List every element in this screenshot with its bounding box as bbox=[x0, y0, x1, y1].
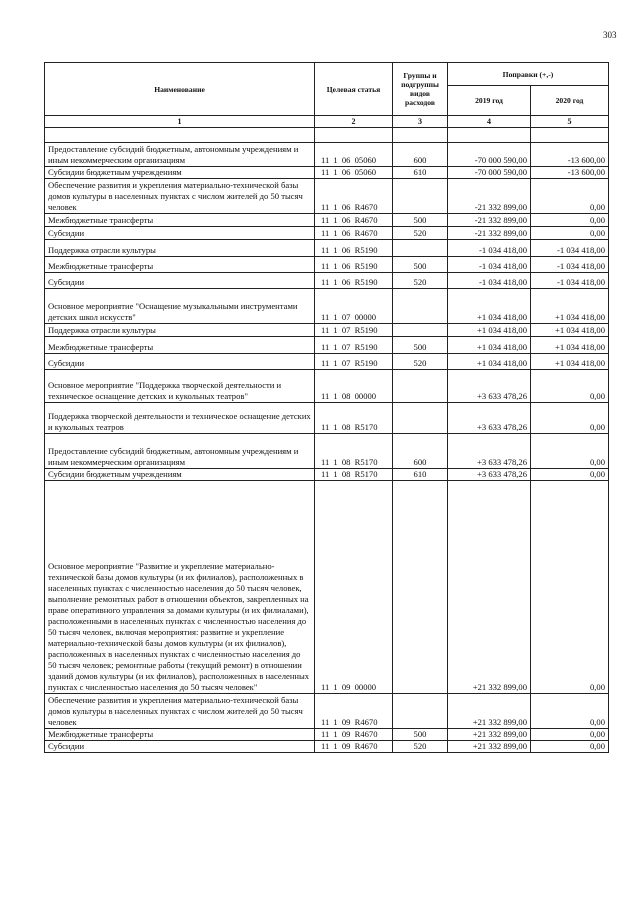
row-target-code: 11 1 06 R5190 bbox=[315, 273, 393, 289]
row-amount-2019: -1 034 418,00 bbox=[448, 240, 531, 257]
row-name: Предоставление субсидий бюджетным, автономным учреждениям и иным некоммерческим организациям bbox=[45, 143, 315, 167]
row-group: 520 bbox=[393, 273, 448, 289]
column-number: 1 bbox=[45, 116, 315, 128]
row-name: Основное мероприятие "Поддержка творческой деятельности и техническое оснащение детских и кукольных театров" bbox=[45, 370, 315, 403]
row-name: Предоставление субсидий бюджетным, автономным учреждениям и иным некоммерческим организациям bbox=[45, 434, 315, 469]
row-amount-2019: -1 034 418,00 bbox=[448, 273, 531, 289]
row-group: 600 bbox=[393, 434, 448, 469]
table-row bbox=[45, 741, 609, 753]
row-name: Субсидии bbox=[45, 227, 315, 240]
row-group: 610 bbox=[393, 167, 448, 179]
row-name: Межбюджетные трансферты bbox=[45, 257, 315, 273]
table-row bbox=[45, 434, 609, 469]
row-amount-2019: -70 000 590,00 bbox=[448, 143, 531, 167]
header-year-2019: 2019 год bbox=[448, 86, 531, 116]
table-row bbox=[45, 324, 609, 337]
row-amount-2019: +3 633 478,26 bbox=[448, 469, 531, 481]
row-amount-2019: -1 034 418,00 bbox=[448, 257, 531, 273]
row-amount-2020: 0,00 bbox=[531, 214, 609, 227]
row-group bbox=[393, 370, 448, 403]
row-target-code: 11 1 07 00000 bbox=[315, 289, 393, 324]
column-number: 4 bbox=[448, 116, 531, 128]
row-name: Основное мероприятие "Оснащение музыкальными инструментами детских школ искусств" bbox=[45, 289, 315, 324]
table-row bbox=[45, 469, 609, 481]
table-row bbox=[45, 143, 609, 167]
row-group: 610 bbox=[393, 469, 448, 481]
row-amount-2020: +1 034 418,00 bbox=[531, 289, 609, 324]
row-amount-2019: -21 332 899,00 bbox=[448, 214, 531, 227]
column-number: 5 bbox=[531, 116, 609, 128]
row-amount-2019: -21 332 899,00 bbox=[448, 179, 531, 214]
row-group bbox=[393, 481, 448, 694]
row-amount-2019: -70 000 590,00 bbox=[448, 167, 531, 179]
row-name: Межбюджетные трансферты bbox=[45, 337, 315, 354]
row-group bbox=[393, 694, 448, 729]
row-target-code: 11 1 08 R5170 bbox=[315, 434, 393, 469]
row-group: 520 bbox=[393, 354, 448, 370]
table-row bbox=[45, 289, 609, 324]
header-year-2020: 2020 год bbox=[531, 86, 609, 116]
row-amount-2020: -1 034 418,00 bbox=[531, 240, 609, 257]
table-body bbox=[45, 116, 609, 753]
row-amount-2020: 0,00 bbox=[531, 481, 609, 694]
row-target-code: 11 1 06 05060 bbox=[315, 167, 393, 179]
row-target-code: 11 1 06 R4670 bbox=[315, 214, 393, 227]
row-target-code: 11 1 06 R5190 bbox=[315, 240, 393, 257]
header-target: Целевая статья bbox=[315, 63, 393, 116]
row-amount-2020: 0,00 bbox=[531, 370, 609, 403]
row-amount-2020: 0,00 bbox=[531, 729, 609, 741]
row-target-code: 11 1 08 00000 bbox=[315, 370, 393, 403]
row-target-code: 11 1 06 R4670 bbox=[315, 179, 393, 214]
table-row bbox=[45, 179, 609, 214]
row-target-code: 11 1 07 R5190 bbox=[315, 337, 393, 354]
row-group: 500 bbox=[393, 337, 448, 354]
row-amount-2020: -13 600,00 bbox=[531, 143, 609, 167]
row-group: 500 bbox=[393, 214, 448, 227]
row-amount-2020: 0,00 bbox=[531, 434, 609, 469]
row-target-code: 11 1 07 R5190 bbox=[315, 354, 393, 370]
table-row bbox=[45, 694, 609, 729]
row-group: 520 bbox=[393, 741, 448, 753]
row-name: Субсидии bbox=[45, 273, 315, 289]
row-group bbox=[393, 324, 448, 337]
row-target-code: 11 1 09 R4670 bbox=[315, 729, 393, 741]
row-amount-2020: -1 034 418,00 bbox=[531, 257, 609, 273]
table-row bbox=[45, 481, 609, 694]
row-name: Обеспечение развития и укрепления материально-технической базы домов культуры в населенных пунктах с числом жителей до 50 тысяч человек bbox=[45, 179, 315, 214]
row-name: Субсидии бюджетным учреждениям bbox=[45, 167, 315, 179]
table-row bbox=[45, 227, 609, 240]
row-name: Субсидии bbox=[45, 741, 315, 753]
table-row bbox=[45, 354, 609, 370]
row-group: 520 bbox=[393, 227, 448, 240]
row-amount-2019: +1 034 418,00 bbox=[448, 354, 531, 370]
row-amount-2020: 0,00 bbox=[531, 741, 609, 753]
row-name: Поддержка отрасли культуры bbox=[45, 324, 315, 337]
table-row bbox=[45, 214, 609, 227]
row-name: Поддержка творческой деятельности и техническое оснащение детских и кукольных театров bbox=[45, 403, 315, 434]
row-amount-2019: +3 633 478,26 bbox=[448, 434, 531, 469]
table-row bbox=[45, 337, 609, 354]
row-amount-2019: +3 633 478,26 bbox=[448, 403, 531, 434]
row-target-code: 11 1 08 R5170 bbox=[315, 469, 393, 481]
row-amount-2020: 0,00 bbox=[531, 403, 609, 434]
row-group bbox=[393, 240, 448, 257]
row-target-code: 11 1 06 R4670 bbox=[315, 227, 393, 240]
row-target-code: 11 1 07 R5190 bbox=[315, 324, 393, 337]
row-name: Межбюджетные трансферты bbox=[45, 729, 315, 741]
row-target-code: 11 1 09 R4670 bbox=[315, 694, 393, 729]
row-name: Основное мероприятие "Развитие и укрепление материально-технической базы домов культуры (и их филиалов), расположенных в населенных пунктах с численностью населения до 50 тысяч человек, выполнение ремонтных работ в отношении объектов, закрепленных на праве оперативного управления за домами культуры (и их филиалами), расположенными в населенных пунктах с численностью населения до 50 тысяч человек, включая мероприятия: развитие и укрепление материально-технической базы домов культуры (и их филиалов), расположенных в населенных пунктах с численностью населения до 50 тысяч человек; ремонтные работы (текущий ремонт) в отношении зданий домов культуры (и их филиалов), расположенных в населенных пунктах с численностью населения до 50 тысяч человек" bbox=[45, 481, 315, 694]
table-row bbox=[45, 370, 609, 403]
table-row bbox=[45, 257, 609, 273]
row-amount-2020: 0,00 bbox=[531, 227, 609, 240]
row-target-code: 11 1 09 00000 bbox=[315, 481, 393, 694]
row-amount-2020: +1 034 418,00 bbox=[531, 337, 609, 354]
header-name: Наименование bbox=[45, 63, 315, 116]
row-amount-2020: +1 034 418,00 bbox=[531, 324, 609, 337]
row-amount-2019: +1 034 418,00 bbox=[448, 337, 531, 354]
row-amount-2019: +1 034 418,00 bbox=[448, 289, 531, 324]
row-name: Обеспечение развития и укрепления материально-технической базы домов культуры в населенных пунктах с числом жителей до 50 тысяч человек bbox=[45, 694, 315, 729]
row-amount-2020: -1 034 418,00 bbox=[531, 273, 609, 289]
table-row bbox=[45, 729, 609, 741]
column-number-row bbox=[45, 116, 609, 128]
row-amount-2020: 0,00 bbox=[531, 694, 609, 729]
row-amount-2019: +21 332 899,00 bbox=[448, 481, 531, 694]
row-name: Поддержка отрасли культуры bbox=[45, 240, 315, 257]
row-amount-2019: +3 633 478,26 bbox=[448, 370, 531, 403]
row-amount-2019: +21 332 899,00 bbox=[448, 741, 531, 753]
column-number: 3 bbox=[393, 116, 448, 128]
row-amount-2020: -13 600,00 bbox=[531, 167, 609, 179]
row-group: 600 bbox=[393, 143, 448, 167]
header-row bbox=[45, 63, 609, 86]
row-amount-2020: 0,00 bbox=[531, 469, 609, 481]
row-name: Межбюджетные трансферты bbox=[45, 214, 315, 227]
table-row bbox=[45, 403, 609, 434]
row-target-code: 11 1 06 R5190 bbox=[315, 257, 393, 273]
row-target-code: 11 1 08 R5170 bbox=[315, 403, 393, 434]
row-amount-2019: +21 332 899,00 bbox=[448, 694, 531, 729]
column-number: 2 bbox=[315, 116, 393, 128]
page-number: 303 bbox=[603, 30, 617, 40]
row-amount-2019: +1 034 418,00 bbox=[448, 324, 531, 337]
row-group bbox=[393, 403, 448, 434]
row-group: 500 bbox=[393, 257, 448, 273]
row-amount-2019: +21 332 899,00 bbox=[448, 729, 531, 741]
row-name: Субсидии bbox=[45, 354, 315, 370]
row-amount-2019: -21 332 899,00 bbox=[448, 227, 531, 240]
row-group bbox=[393, 289, 448, 324]
row-target-code: 11 1 06 05060 bbox=[315, 143, 393, 167]
header-amendments: Поправки (+,-) bbox=[448, 63, 609, 86]
budget-table bbox=[44, 62, 609, 753]
row-group bbox=[393, 179, 448, 214]
row-target-code: 11 1 09 R4670 bbox=[315, 741, 393, 753]
row-amount-2020: +1 034 418,00 bbox=[531, 354, 609, 370]
table-row bbox=[45, 273, 609, 289]
spacer-row bbox=[45, 128, 609, 143]
table-row bbox=[45, 240, 609, 257]
row-name: Субсидии бюджетным учреждениям bbox=[45, 469, 315, 481]
row-amount-2020: 0,00 bbox=[531, 179, 609, 214]
row-group: 500 bbox=[393, 729, 448, 741]
header-groups: Группы и подгруппы видов расходов bbox=[393, 63, 448, 116]
table-row bbox=[45, 167, 609, 179]
